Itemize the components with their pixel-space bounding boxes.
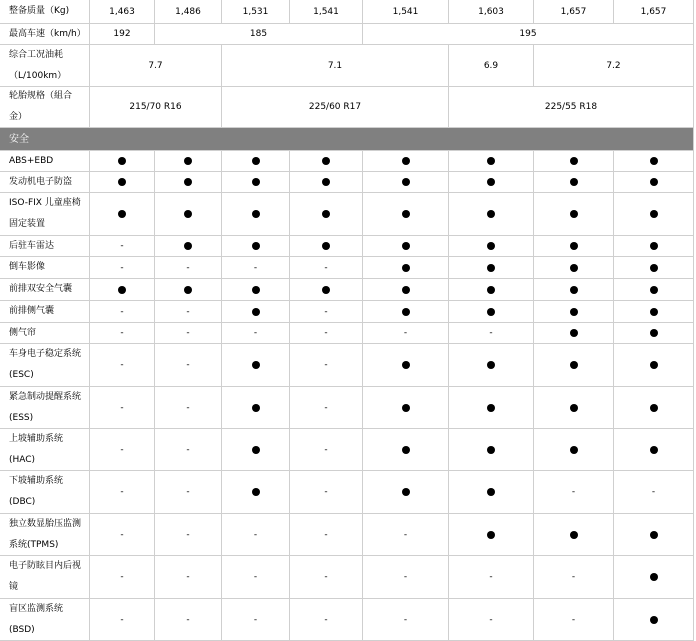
standard-dot-icon <box>402 264 410 272</box>
feature-cell <box>89 257 154 278</box>
not-available-dash: - <box>120 360 124 370</box>
standard-dot-icon <box>252 286 260 294</box>
feature-cell <box>362 556 448 598</box>
not-available-dash: - <box>120 572 124 582</box>
standard-dot-icon <box>252 361 260 369</box>
spec-value: 1,463 <box>89 0 154 23</box>
feature-cell <box>289 236 362 256</box>
feature-cell <box>362 429 448 470</box>
standard-dot-icon <box>487 446 495 454</box>
standard-dot-icon <box>650 404 658 412</box>
feature-cell <box>221 257 289 278</box>
feature-cell <box>89 193 154 235</box>
feature-cell <box>154 236 221 256</box>
feature-cell <box>154 193 221 235</box>
section-header <box>0 128 693 151</box>
feature-cell <box>362 323 448 343</box>
not-available-dash: - <box>403 328 408 338</box>
feature-cell <box>362 301 448 322</box>
feature-cell <box>89 151 154 171</box>
feature-cell <box>533 387 613 428</box>
standard-dot-icon <box>487 308 495 316</box>
feature-cell <box>154 257 221 278</box>
spec-value: 225/55 R18 <box>448 87 693 127</box>
not-available-dash: - <box>120 262 124 273</box>
feature-cell <box>89 301 154 322</box>
feature-cell <box>89 471 154 513</box>
spec-value: 6.9 <box>448 45 533 86</box>
not-available-dash: - <box>324 614 328 625</box>
standard-dot-icon <box>402 286 410 294</box>
feature-cell <box>448 514 533 555</box>
standard-dot-icon <box>650 616 658 624</box>
table-right-border <box>693 0 694 641</box>
standard-dot-icon <box>252 308 260 316</box>
feature-cell <box>289 387 362 428</box>
feature-cell <box>613 172 693 192</box>
not-available-dash: - <box>120 328 124 338</box>
feature-cell <box>448 599 533 640</box>
not-available-dash: - <box>120 444 124 455</box>
feature-row <box>0 556 693 599</box>
feature-cell <box>289 599 362 640</box>
feature-cell <box>221 193 289 235</box>
standard-dot-icon <box>184 210 192 218</box>
feature-row <box>0 257 693 279</box>
spec-row <box>0 24 693 45</box>
feature-cell <box>362 599 448 640</box>
spec-value: 1,541 <box>289 0 362 23</box>
not-available-dash: - <box>186 360 190 370</box>
standard-dot-icon <box>487 157 495 165</box>
feature-cell <box>89 599 154 640</box>
feature-cell <box>613 236 693 256</box>
feature-cell <box>289 301 362 322</box>
feature-cell <box>221 344 289 386</box>
standard-dot-icon <box>487 361 495 369</box>
spec-row <box>0 0 693 24</box>
standard-dot-icon <box>487 242 495 250</box>
standard-dot-icon <box>650 242 658 250</box>
not-available-dash: - <box>120 529 124 540</box>
standard-dot-icon <box>650 286 658 294</box>
feature-cell <box>362 257 448 278</box>
feature-row <box>0 387 693 429</box>
feature-cell <box>362 279 448 300</box>
feature-row <box>0 193 693 236</box>
not-available-dash: - <box>253 572 258 582</box>
feature-cell <box>448 301 533 322</box>
feature-cell <box>533 471 613 513</box>
not-available-dash: - <box>324 487 328 497</box>
feature-row <box>0 301 693 323</box>
feature-cell <box>221 151 289 171</box>
feature-cell <box>89 323 154 343</box>
standard-dot-icon <box>252 404 260 412</box>
feature-cell <box>289 471 362 513</box>
feature-row <box>0 344 693 387</box>
not-available-dash: - <box>403 572 408 582</box>
standard-dot-icon <box>487 178 495 186</box>
row-label: 下坡辅助系统(DBC) <box>9 476 64 507</box>
not-available-dash: - <box>324 529 328 540</box>
standard-dot-icon <box>650 446 658 454</box>
feature-cell <box>89 514 154 555</box>
standard-dot-icon <box>252 446 260 454</box>
feature-cell <box>362 151 448 171</box>
feature-cell <box>289 323 362 343</box>
not-available-dash: - <box>324 444 328 455</box>
spec-value: 1,603 <box>448 0 533 23</box>
feature-cell <box>448 193 533 235</box>
feature-cell <box>448 151 533 171</box>
row-label: 上坡辅助系统(HAC) <box>9 433 64 465</box>
spec-value: 1,541 <box>362 0 448 23</box>
feature-cell <box>533 556 613 598</box>
feature-cell <box>362 387 448 428</box>
section-title: 安全 <box>9 133 29 145</box>
not-available-dash: - <box>571 487 576 497</box>
spec-value: 1,657 <box>533 0 613 23</box>
feature-cell <box>154 323 221 343</box>
feature-cell <box>89 279 154 300</box>
feature-cell <box>448 257 533 278</box>
standard-dot-icon <box>487 210 495 218</box>
feature-cell <box>221 387 289 428</box>
feature-cell <box>448 279 533 300</box>
spec-value: 185 <box>154 24 362 44</box>
feature-cell <box>613 301 693 322</box>
feature-cell <box>362 172 448 192</box>
feature-cell <box>289 556 362 598</box>
feature-cell <box>89 344 154 386</box>
feature-cell <box>533 151 613 171</box>
standard-dot-icon <box>402 488 410 496</box>
feature-cell <box>289 279 362 300</box>
feature-cell <box>533 172 613 192</box>
row-label: ISO-FIX 儿童座椅固定装置 <box>9 198 81 229</box>
feature-cell <box>613 193 693 235</box>
feature-cell <box>613 387 693 428</box>
standard-dot-icon <box>570 404 578 412</box>
not-available-dash: - <box>186 572 190 582</box>
feature-cell <box>89 556 154 598</box>
not-available-dash: - <box>324 262 328 273</box>
standard-dot-icon <box>402 210 410 218</box>
row-label: 整备质量（Kg) <box>9 6 70 16</box>
feature-cell <box>533 344 613 386</box>
feature-cell <box>613 323 693 343</box>
row-label: 盲区监测系统(BSD) <box>9 603 64 635</box>
standard-dot-icon <box>570 286 578 294</box>
not-available-dash: - <box>186 529 190 540</box>
not-available-dash: - <box>186 444 190 455</box>
feature-row <box>0 471 693 514</box>
feature-cell <box>89 236 154 256</box>
feature-cell <box>613 257 693 278</box>
not-available-dash: - <box>253 328 258 338</box>
row-label: 前排双安全气囊 <box>9 284 73 294</box>
feature-cell <box>448 556 533 598</box>
feature-cell <box>533 323 613 343</box>
feature-cell <box>154 387 221 428</box>
standard-dot-icon <box>487 404 495 412</box>
standard-dot-icon <box>650 210 658 218</box>
feature-cell <box>533 301 613 322</box>
not-available-dash: - <box>120 402 124 413</box>
standard-dot-icon <box>570 264 578 272</box>
standard-dot-icon <box>570 178 578 186</box>
feature-cell <box>221 323 289 343</box>
standard-dot-icon <box>252 210 260 218</box>
standard-dot-icon <box>650 308 658 316</box>
not-available-dash: - <box>489 328 493 338</box>
standard-dot-icon <box>322 210 330 218</box>
feature-cell <box>613 471 693 513</box>
row-label: 独立数显胎压监测系统(TPMS) <box>9 518 82 550</box>
spec-value: 7.2 <box>533 45 693 86</box>
feature-cell <box>448 236 533 256</box>
feature-cell <box>448 387 533 428</box>
feature-cell <box>289 257 362 278</box>
row-label: 紧急制动提醒系统 (ESS) <box>9 391 82 423</box>
feature-cell <box>613 556 693 598</box>
feature-cell <box>221 556 289 598</box>
feature-cell <box>613 514 693 555</box>
feature-cell <box>362 514 448 555</box>
feature-cell <box>448 471 533 513</box>
feature-cell <box>221 279 289 300</box>
spec-value: 195 <box>362 24 693 44</box>
row-label: 轮胎规格（組合金） <box>9 91 73 122</box>
row-label: 综合工况油耗（L/100km） <box>9 49 67 81</box>
standard-dot-icon <box>118 286 126 294</box>
standard-dot-icon <box>570 242 578 250</box>
feature-cell <box>289 514 362 555</box>
feature-row <box>0 599 693 641</box>
not-available-dash: - <box>186 402 190 413</box>
standard-dot-icon <box>650 361 658 369</box>
feature-cell <box>533 193 613 235</box>
not-available-dash: - <box>324 306 328 317</box>
feature-row <box>0 151 693 172</box>
standard-dot-icon <box>650 573 658 581</box>
feature-cell <box>362 471 448 513</box>
feature-cell <box>221 429 289 470</box>
feature-cell <box>154 344 221 386</box>
standard-dot-icon <box>402 178 410 186</box>
standard-dot-icon <box>322 178 330 186</box>
standard-dot-icon <box>487 264 495 272</box>
not-available-dash: - <box>120 614 124 625</box>
feature-cell <box>221 172 289 192</box>
not-available-dash: - <box>651 487 656 497</box>
row-label: 发动机电子防盗 <box>9 176 73 187</box>
feature-cell <box>154 279 221 300</box>
not-available-dash: - <box>186 487 190 497</box>
standard-dot-icon <box>650 531 658 539</box>
not-available-dash: - <box>324 572 328 582</box>
standard-dot-icon <box>570 308 578 316</box>
row-label: 侧气帘 <box>9 327 37 338</box>
feature-cell <box>289 429 362 470</box>
standard-dot-icon <box>322 242 330 250</box>
feature-cell <box>289 151 362 171</box>
feature-cell <box>613 429 693 470</box>
feature-row <box>0 323 693 344</box>
row-label: ABS+EBD <box>9 155 54 166</box>
spec-value: 192 <box>89 24 154 44</box>
not-available-dash: - <box>324 360 328 370</box>
feature-cell <box>362 193 448 235</box>
not-available-dash: - <box>253 262 258 273</box>
standard-dot-icon <box>650 178 658 186</box>
row-label: 后驻车雷达 <box>9 240 55 251</box>
standard-dot-icon <box>184 157 192 165</box>
not-available-dash: - <box>571 614 576 625</box>
standard-dot-icon <box>650 157 658 165</box>
spec-value: 7.1 <box>221 45 448 86</box>
feature-cell <box>289 193 362 235</box>
standard-dot-icon <box>118 157 126 165</box>
row-label: 电子防眩目内后视镜 <box>9 561 82 592</box>
feature-cell <box>533 514 613 555</box>
standard-dot-icon <box>322 286 330 294</box>
standard-dot-icon <box>252 488 260 496</box>
row-label: 最高车速（km/h） <box>9 28 86 39</box>
feature-cell <box>533 599 613 640</box>
row-label: 前排侧气囊 <box>9 306 55 316</box>
feature-cell <box>154 429 221 470</box>
standard-dot-icon <box>322 157 330 165</box>
spec-value: 1,486 <box>154 0 221 23</box>
feature-cell <box>613 279 693 300</box>
feature-cell <box>533 279 613 300</box>
spec-value: 215/70 R16 <box>89 87 221 127</box>
standard-dot-icon <box>118 178 126 186</box>
feature-cell <box>221 236 289 256</box>
spec-row <box>0 45 693 87</box>
standard-dot-icon <box>570 210 578 218</box>
feature-cell <box>448 344 533 386</box>
feature-row <box>0 514 693 556</box>
standard-dot-icon <box>570 531 578 539</box>
feature-cell <box>448 323 533 343</box>
not-available-dash: - <box>489 572 493 582</box>
feature-cell <box>154 151 221 171</box>
standard-dot-icon <box>570 361 578 369</box>
not-available-dash: - <box>403 529 408 540</box>
feature-cell <box>362 344 448 386</box>
not-available-dash: - <box>120 241 124 251</box>
feature-cell <box>221 599 289 640</box>
feature-cell <box>613 151 693 171</box>
feature-cell <box>154 556 221 598</box>
standard-dot-icon <box>118 210 126 218</box>
not-available-dash: - <box>186 614 190 625</box>
standard-dot-icon <box>252 178 260 186</box>
feature-cell <box>289 172 362 192</box>
feature-cell <box>533 429 613 470</box>
standard-dot-icon <box>252 242 260 250</box>
feature-cell <box>154 301 221 322</box>
feature-cell <box>154 471 221 513</box>
standard-dot-icon <box>487 286 495 294</box>
not-available-dash: - <box>120 306 124 317</box>
not-available-dash: - <box>253 529 258 540</box>
feature-cell <box>533 236 613 256</box>
not-available-dash: - <box>253 614 258 625</box>
not-available-dash: - <box>186 328 190 338</box>
standard-dot-icon <box>402 308 410 316</box>
standard-dot-icon <box>184 178 192 186</box>
not-available-dash: - <box>186 306 190 317</box>
standard-dot-icon <box>650 264 658 272</box>
not-available-dash: - <box>571 572 576 582</box>
spec-row <box>0 87 693 128</box>
not-available-dash: - <box>403 614 408 625</box>
not-available-dash: - <box>324 328 328 338</box>
standard-dot-icon <box>402 157 410 165</box>
not-available-dash: - <box>186 262 190 273</box>
row-label: 车身电子稳定系统 (ESC) <box>9 349 82 380</box>
standard-dot-icon <box>402 242 410 250</box>
spec-value: 225/60 R17 <box>221 87 448 127</box>
standard-dot-icon <box>570 157 578 165</box>
standard-dot-icon <box>184 242 192 250</box>
standard-dot-icon <box>487 531 495 539</box>
feature-row <box>0 429 693 471</box>
spec-value: 1,531 <box>221 0 289 23</box>
standard-dot-icon <box>402 446 410 454</box>
feature-cell <box>89 429 154 470</box>
feature-row <box>0 279 693 301</box>
standard-dot-icon <box>487 488 495 496</box>
feature-row <box>0 172 693 193</box>
feature-cell <box>613 599 693 640</box>
standard-dot-icon <box>184 286 192 294</box>
feature-cell <box>613 344 693 386</box>
feature-cell <box>448 429 533 470</box>
feature-cell <box>154 599 221 640</box>
standard-dot-icon <box>402 361 410 369</box>
feature-cell <box>289 344 362 386</box>
spec-value: 1,657 <box>613 0 693 23</box>
spec-value: 7.7 <box>89 45 221 86</box>
feature-cell <box>154 514 221 555</box>
feature-cell <box>154 172 221 192</box>
not-available-dash: - <box>324 402 328 413</box>
feature-cell <box>448 172 533 192</box>
feature-cell <box>221 471 289 513</box>
feature-cell <box>89 172 154 192</box>
standard-dot-icon <box>570 329 578 337</box>
standard-dot-icon <box>402 404 410 412</box>
feature-cell <box>221 301 289 322</box>
not-available-dash: - <box>120 487 124 497</box>
feature-cell <box>221 514 289 555</box>
standard-dot-icon <box>650 329 658 337</box>
standard-dot-icon <box>570 446 578 454</box>
feature-row <box>0 236 693 257</box>
row-label: 倒车影像 <box>9 262 46 272</box>
not-available-dash: - <box>489 614 493 625</box>
feature-cell <box>89 387 154 428</box>
feature-cell <box>362 236 448 256</box>
standard-dot-icon <box>252 157 260 165</box>
feature-cell <box>533 257 613 278</box>
